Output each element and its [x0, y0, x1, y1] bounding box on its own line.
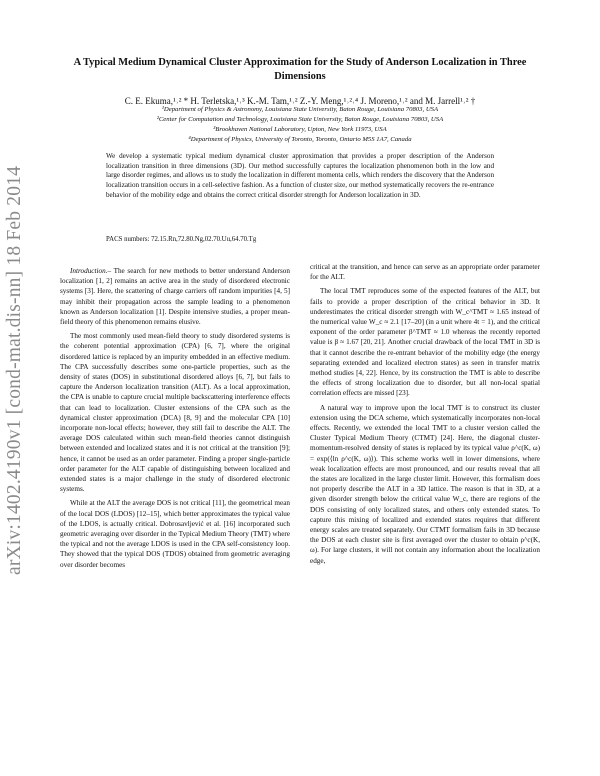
- abstract: We develop a systematic typical medium dynamical cluster approximation that provides a proper description of the Anderson localization transition in three dimensions (3D). Our method successfully captures the localization phenomenon both in the low and large disorder regimes, and allows us to study the localization in different momenta cells, which renders the discovery that the Anderson localization transition occurs in a cell-selective fashion. As a function of cluster size, our method systematically recovers the re-entrance behavior of the mobility edge and obtains the correct critical disorder strength for Anderson localization in 3D.: [106, 152, 494, 199]
- run-in-heading: Introduction.–: [70, 267, 112, 275]
- paragraph-text: The search for new methods to better understand Anderson localization [1, 2] remains an active area in the study of disordered electronic systems [3]. Here, the scattering of charge carriers off random impurities [4, 5] may inhibit their propagation across the sample leading to a phenomenon known as Anderson localization [1]. Despite intensive studies, a proper mean-field theory of this phenomenon remains elusive.: [60, 267, 290, 327]
- arxiv-identifier-stamp: arXiv:1402.4190v1 [cond-mat.dis-nn] 18 Feb 2014: [4, 165, 25, 575]
- affiliation-1: ¹Department of Physics & Astronomy, Louisiana State University, Baton Rouge, Louisiana 70803, USA: [161, 106, 439, 113]
- paragraph: [60, 266, 290, 327]
- author-list: C. E. Ekuma,¹˒² * H. Terletska,¹˒³ K.-M. Tam,¹˒² Z.-Y. Meng,¹˒²˒⁴ J. Moreno,¹˒² and M. Jarrell¹˒² †: [124, 96, 476, 106]
- pacs-numbers: PACS numbers: 72.15.Rn,72.80.Ng,02.70.Uu,64.70.Tg: [106, 236, 257, 243]
- paragraph: While at the ALT the average DOS is not critical [11], the geometrical mean of the local DOS (LDOS) [12–15], which better approximates the typical value of the LDOS, is actually critical. Dobrosavljević et al. [16] incorporated such geometric averaging over disorder in the Typical Medium Theory (TMT) where the typical and not the average LDOS is used in the CPA self-consistency loop. They showed that the typical DOS (TDOS) obtained from geometric averaging over disorder becomes: [60, 499, 290, 569]
- body-column-right: [310, 262, 540, 570]
- paragraph: A natural way to improve upon the local TMT is to construct its cluster extension using the DCA scheme, which systematically incorporates non-local effects. Recently, we extended the local TMT to a cluster version called the Cluster Typical Medium Theory (CTMT) [24]. Here, the diagonal cluster-momentum-resolved density of states is replaced by its typical value ρ^c(K, ω) = exp(⟨ln ρ^c(K, ω)⟩). This scheme works well in lower dimensions, where weak localization effects are most pronounced, and our results reveal that all the states are localized in the large cluster limit. However, this formalism does not properly describe the ALT in a 3D lattice. The reason is that in 3D, at a given disorder strength below the critical value W_c, there are regions of the DOS consisting of only localized states, and others only extended states. To capture this mixing of localized and extended states requires that different energy scales are treated separately. Our CTMT formalism fails in 3D because the DOS at each cluster site is first averaged over the cluster to obtain ρ^c(K, ω). For large clusters, it will not contain any information about the localization edge,: [310, 403, 540, 565]
- affiliation-2: ²Center for Computation and Technology, Louisiana State University, Baton Rouge, Louisiana 70803, USA: [156, 116, 444, 123]
- affiliations: [70, 105, 530, 145]
- paragraph: critical at the transition, and hence can serve as an appropriate order parameter for the ALT.: [310, 263, 540, 282]
- paper-title: A Typical Medium Dynamical Cluster Approximation for the Study of Anderson Localization in Three Dimensions: [73, 57, 527, 82]
- body-column-left: [60, 266, 290, 574]
- paragraph: The local TMT reproduces some of the expected features of the ALT, but fails to provide a proper description of the critical behavior in 3D. It underestimates the critical disorder strength with W_c^TMT ≈ 1.65 instead of the numerical value W_c ≈ 2.1 [17–20] (in a unit where 4t = 1), and the critical exponent of the order parameter β^TMT ≈ 1.0 whereas the recently reported value is β ≈ 1.67 [20, 21]. Another crucial drawback of the local TMT in 3D is that it cannot describe the re-entrant behavior of the mobility edge (the energy separating extended and localized electron states) as seen in transfer matrix method studies [4, 22]. Hence, by its construction the TMT is able to describe the effects of strong localization due to disorder, but all non-local spatial correlation effects are missed [23].: [310, 287, 540, 398]
- affiliation-3: ³Brookhaven National Laboratory, Upton, New York 11973, USA: [213, 126, 387, 133]
- paragraph: The most commonly used mean-field theory to study disordered systems is the coherent potential approximation (CPA) [6, 7], where the original disordered lattice is replaced by an impurity embedded in an effective medium. The CPA successfully describes some one-particle properties, such as the density of states (DOS) in substitutional disordered alloys [6, 7], but fails to capture the Anderson localization transition (ALT). As a local approximation, the CPA is unable to capture crucial multiple backscattering interference effects that can lead to localization. Cluster extensions of the CPA such as the dynamical cluster approximation (DCA) [8, 9] and the molecular CPA [10] incorporate non-local effects; however, they still fail to describe the ALT. The average DOS calculated within such mean-field theories cannot distinguish between extended and localized states and it is not critical at the transition [9]; hence, it cannot be used as an order parameter. Finding a proper single-particle order parameter for the ALT capable of distinguishing between localized and extended states is a major challenge in the study of disordered electronic systems.: [60, 332, 290, 494]
- affiliation-4: ⁴Department of Physics, University of Toronto, Toronto, Ontario M5S 1A7, Canada: [188, 136, 412, 143]
